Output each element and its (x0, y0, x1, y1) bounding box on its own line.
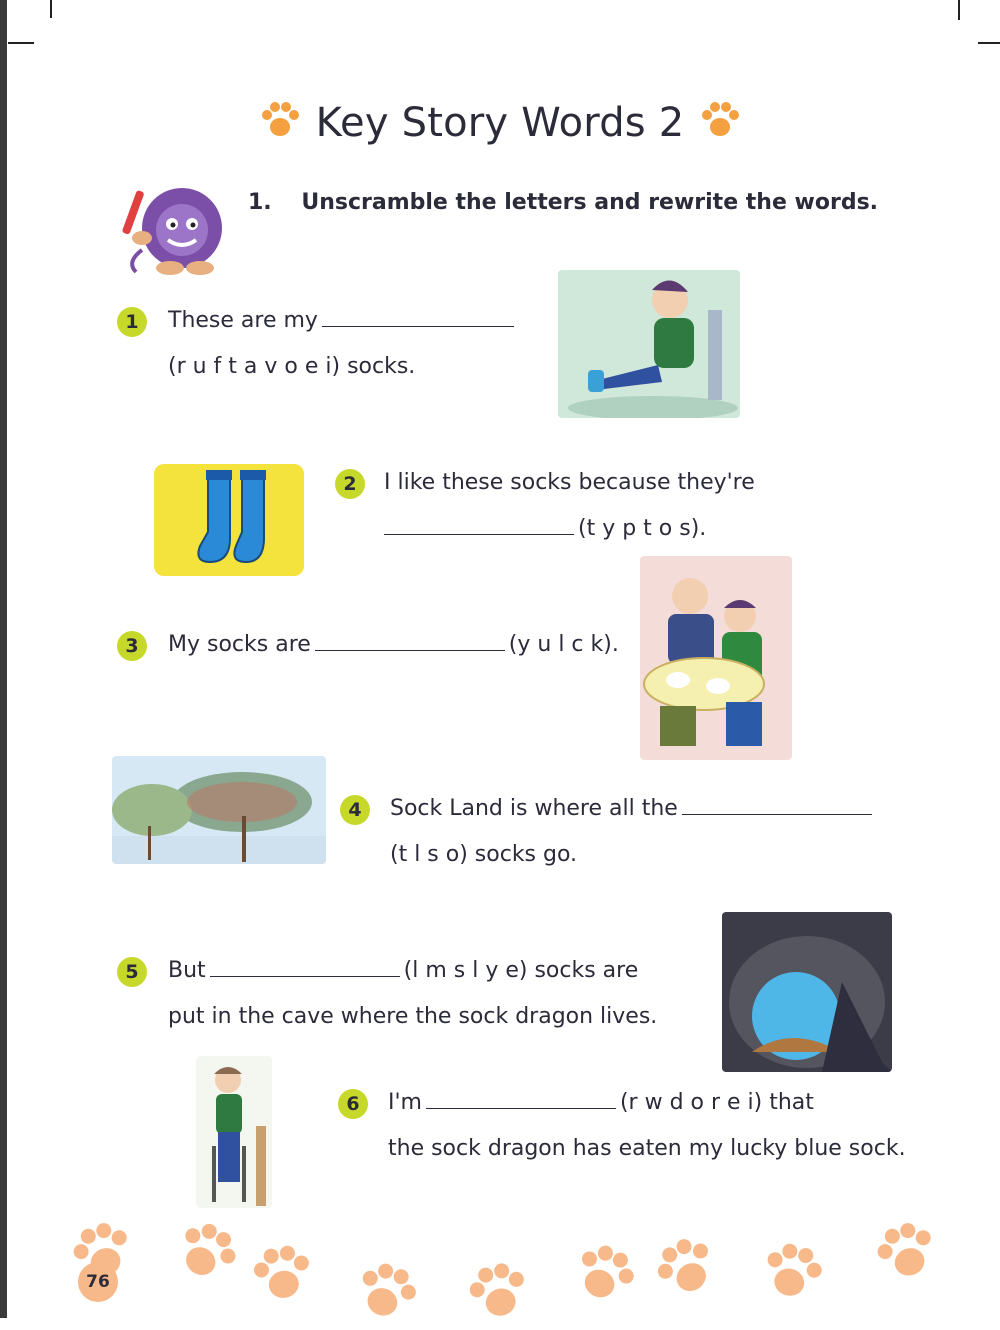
boy-on-stool-illustration (196, 1056, 272, 1208)
answer-blank[interactable] (682, 796, 872, 815)
item-6-line-1 (388, 1090, 814, 1115)
item-text: My socks are (168, 632, 311, 657)
item-badge: 6 (338, 1089, 368, 1119)
item-1-line-1 (168, 308, 518, 333)
item-3-line-1 (168, 632, 619, 657)
item-badge: 2 (335, 469, 365, 499)
item-6-line-2: the sock dragon has eaten my lucky blue sock. (388, 1136, 906, 1161)
boy-putting-on-socks-illustration (558, 270, 740, 418)
item-5-line-2: put in the cave where the sock dragon lives. (168, 1004, 658, 1029)
answer-blank[interactable] (322, 308, 514, 327)
paw-icon (755, 1235, 828, 1308)
paw-icon (165, 1211, 247, 1293)
instruction (248, 190, 878, 215)
paw-icon (260, 100, 300, 140)
page-title: Key Story Words 2 (315, 100, 685, 146)
crop-mark (978, 42, 1000, 44)
answer-blank[interactable] (315, 632, 505, 651)
item-text: These are my (168, 308, 318, 333)
instruction-text: Unscramble the letters and rewrite the words. (301, 190, 879, 215)
item-text: (r w d o r e i) that (619, 1090, 814, 1115)
answer-blank[interactable] (426, 1090, 616, 1109)
crop-mark (958, 0, 960, 20)
page-edge (0, 0, 7, 1318)
trees-landscape-illustration (112, 756, 326, 864)
item-4-line-2: (t l s o) socks go. (390, 842, 578, 867)
answer-blank[interactable] (384, 516, 574, 535)
item-5-line-1 (168, 958, 638, 983)
item-text: (y u l c k). (508, 632, 619, 657)
answer-blank[interactable] (210, 958, 400, 977)
item-1-line-2: (r u f t a v o e i) socks. (168, 354, 416, 379)
paw-icon (564, 1234, 644, 1314)
blue-socks-illustration (150, 458, 310, 586)
item-text: Sock Land is where all the (390, 796, 678, 821)
paw-icon (645, 1227, 727, 1309)
item-2-line-2 (384, 516, 706, 541)
item-badge: 3 (117, 631, 147, 661)
paw-icon (348, 1254, 425, 1330)
family-at-table-illustration (640, 556, 792, 760)
item-badge: 4 (340, 795, 370, 825)
crop-mark (8, 42, 34, 44)
title-row (0, 100, 1000, 146)
item-text: But (168, 958, 206, 983)
lion-mascot-illustration (112, 180, 242, 280)
item-text: (l m s l y e) socks are (403, 958, 639, 983)
page-number: 76 (78, 1262, 118, 1302)
paw-icon (868, 1214, 945, 1291)
item-text: I'm (388, 1090, 422, 1115)
item-4-line-1 (390, 796, 876, 821)
cave-illustration (722, 912, 892, 1072)
item-text: (t y p t o s). (578, 516, 707, 541)
item-badge: 5 (117, 957, 147, 987)
paw-icon (247, 1239, 317, 1309)
crop-mark (50, 0, 52, 18)
paw-icon (700, 100, 740, 140)
item-badge: 1 (117, 307, 147, 337)
instruction-number: 1. (248, 190, 272, 215)
item-2-line-1: I like these socks because they're (384, 470, 755, 495)
